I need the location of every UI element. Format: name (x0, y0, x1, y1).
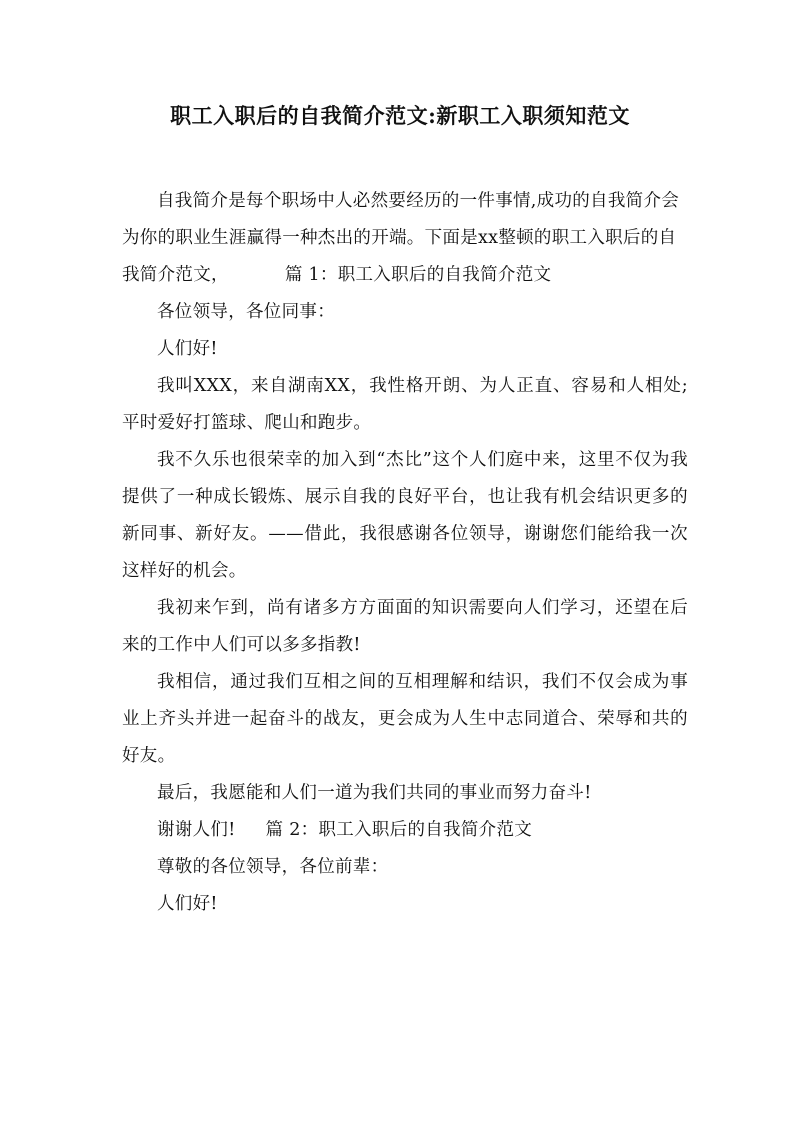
section-heading-1: 篇 1：职工入职后的自我简介范文 (284, 265, 552, 285)
hello-paragraph-2: 人们好! (157, 894, 218, 914)
self-intro-paragraph: 我叫XXX，来自湖南XX，我性格开朗、为人正直、容易和人相处;平时爱好打篮球、爬山和跑步。 (122, 376, 688, 433)
finally-paragraph: 最后，我愿能和人们一道为我们共同的事业而努力奋斗! (157, 783, 592, 803)
document-body (122, 183, 688, 923)
section-heading-2: 篇 2：职工入职后的自我简介范文 (265, 820, 533, 840)
intro-text: 自我简介是每个职场中人必然要经历的一件事情,成功的自我简介会为你的职业生涯赢得一种杰出的开端。下面是xx整顿的职工入职后的自我简介范文， (122, 191, 680, 285)
greeting-paragraph-2: 尊敬的各位领导，各位前辈： (157, 857, 389, 877)
newcomer-paragraph: 我初来乍到，尚有诸多方方面面的知识需要向人们学习，还望在后来的工作中人们可以多多指教! (122, 598, 688, 655)
hello-paragraph-1: 人们好! (157, 339, 218, 359)
honor-paragraph: 我不久乐也很荣幸的加入到“杰比”这个人们庭中来，这里不仅为我提供了一种成长锻炼、展示自我的良好平台，也让我有机会结识更多的新同事、新好友。——借此，我很感谢各位领导，谢谢您们能给我一次这样好的机会。 (122, 450, 688, 581)
intro-paragraph (122, 183, 688, 294)
belief-paragraph: 我相信，通过我们互相之间的互相理解和结识，我们不仅会成为事业上齐头并进一起奋斗的战友，更会成为人生中志同道合、荣辱和共的好友。 (122, 672, 688, 766)
thanks-text: 谢谢人们! (157, 820, 236, 840)
greeting-paragraph-1: 各位领导，各位同事： (157, 302, 335, 322)
thanks-paragraph (122, 812, 688, 849)
document-title: 职工入职后的自我简介范文:新职工入职须知范文 (170, 103, 630, 128)
